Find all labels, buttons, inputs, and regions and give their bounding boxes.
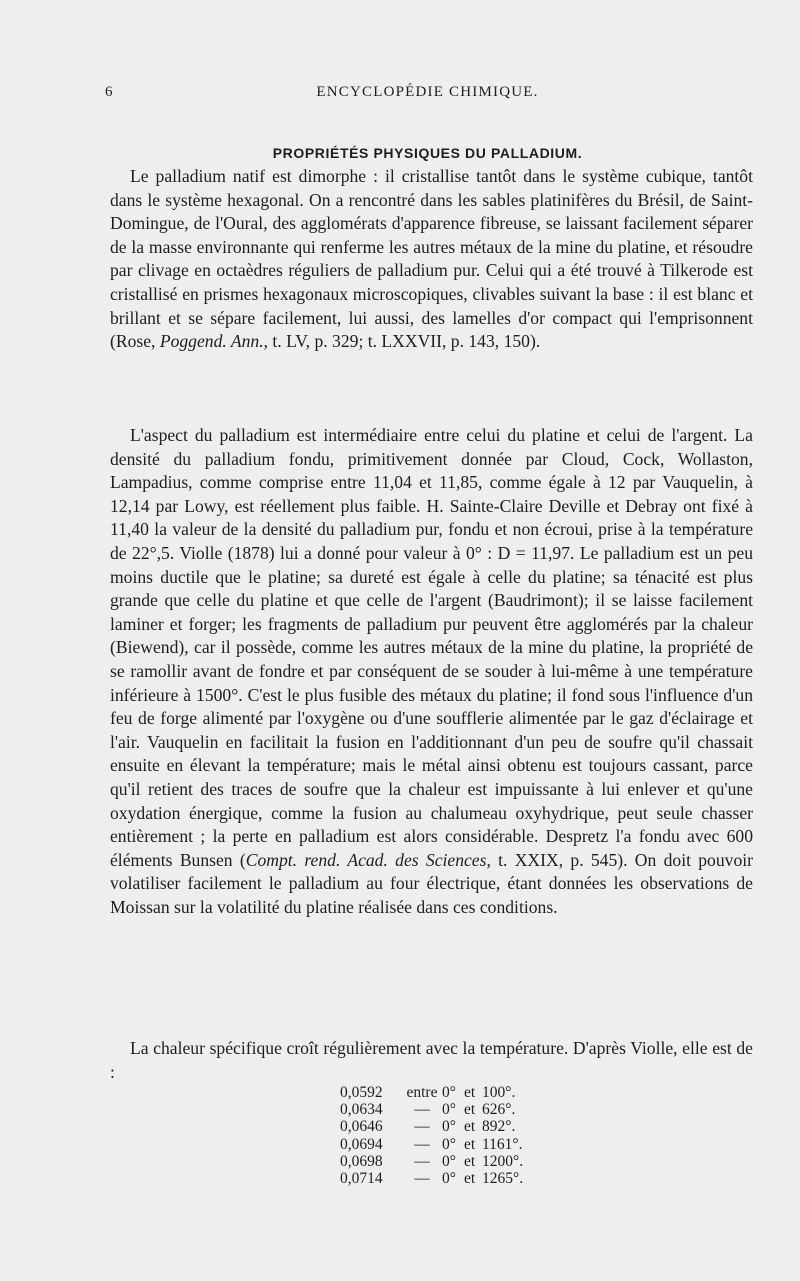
paragraph-specific-heat [110,1037,753,1084]
table-cell-from: 0° [442,1152,456,1170]
table-row [340,1101,523,1118]
paragraph-text: , t. LV, p. 329; t. LXXVII, p. 143, 150). [263,331,541,352]
table-cell-from: 0° [442,1118,456,1136]
paragraph-native-palladium [110,165,753,354]
running-title: ENCYCLOPÉDIE CHIMIQUE. [316,84,539,100]
table-cell-conj: et [464,1152,476,1170]
table-cell-value: 0,0646 [340,1118,383,1136]
table-cell-sep: — [414,1118,430,1136]
table-cell-value: 0,0694 [340,1135,383,1153]
citation-italic: Compt. rend. Acad. des Sciences [245,849,487,870]
table-row [340,1118,523,1135]
running-header [105,84,750,106]
specific-heat-table-body [340,1084,523,1187]
table-cell-from: 0° [442,1135,456,1153]
table-cell-sep: — [414,1101,430,1119]
table-cell-conj: et [464,1084,476,1101]
table-cell-conj: et [464,1101,476,1119]
citation-italic: Poggend. Ann. [159,331,264,352]
table-cell-from: 0° [442,1084,456,1101]
table-cell-to: 626°. [482,1101,516,1119]
section-title: PROPRIÉTÉS PHYSIQUES DU PALLADIUM. [272,145,583,161]
table-row [340,1136,523,1153]
table-cell-to: 1265°. [482,1170,524,1188]
table-cell-conj: et [464,1118,476,1136]
table-row [340,1084,523,1101]
table-row [340,1170,523,1187]
table-cell-value: 0,0592 [340,1084,383,1101]
page-number: 6 [105,84,114,100]
paragraph-text: L'aspect du palladium est intermédiaire entre celui du platine et celui de l'argent. La densité du palladium fondu, primitivement donnée par Cloud, Cock, Wollaston, Lampadius, comme comprise entre 11,04 et 11,85, comme égale à 12 par Vauquelin, à 12,14 par Lowy, est réellement plus faible. H. Sainte-Claire Deville et Debray ont fixé à 11,40 la valeur de la densité du palladium pur, fondu et non écroui, prise à la température de 22°,5. Violle (1878) lui a donné pour valeur à 0° : D = 11,97. Le palladium est un peu moins ductile que le platine; sa dureté est égale à celle du platine; sa ténacité est plus grande que celle du platine et que celle de l'argent (Baudrimont); il se laisse facilement laminer et forger; les fragments de palladium pur peuvent être agglomérés par la chaleur (Biewend), car il possède, comme les autres métaux de la mine du platine, la propriété de se ramollir avant de fondre et par conséquent de se souder à lui-même à une température inférieure à 1500°. C'est le plus fusible des métaux du platine; il fond sous l'influence d'un feu de forge alimenté par l'oxygène ou d'une soufflerie alimentée par le gaz d'éclairage et l'air. Vauquelin en facilitait la fusion en l'additionnant d'un peu de soufre qu'il chassait ensuite en élevant la température; mais le métal ainsi obtenu est toujours cassant, parce qu'il retient des traces de soufre que la chaleur est impuissante à lui enlever et qu'une oxydation énergique, comme la fusion au chalumeau oxyhydrique, peut seule chasser entièrement ; la perte en palladium est alors considérable. Despretz l'a fondu avec 600 éléments Bunsen ( [110,425,753,870]
paragraph-text: , t. XXIX, p. 545). On doit pouvoir volatiliser facilement le palladium au four électrique, étant données les observations de Moissan sur la volatilité du platine réalisée dans ces conditions. [110,849,753,917]
table-cell-sep: — [414,1170,430,1188]
table-cell-to: 1161°. [482,1135,523,1153]
table-cell-to: 1200°. [482,1152,524,1170]
table-cell-sep: — [414,1135,430,1153]
table-cell-value: 0,0714 [340,1170,383,1188]
table-cell-from: 0° [442,1101,456,1119]
specific-heat-table [340,1084,523,1187]
paragraph-aspect-density [110,424,753,919]
paragraph-text: Le palladium natif est dimorphe : il cristallise tantôt dans le système cubique, tantôt dans le système hexagonal. On a rencontré dans les sables platinifères du Brésil, de Saint-Domingue, de l'Oural, des agglomérats d'apparence fibreuse, se laissant facilement séparer de la masse environnante qui renferme les autres métaux de la mine du platine, et résoudre par clivage en octaèdres réguliers de palladium pur. Celui qui a été trouvé à Tilkerode est cristallisé en prismes hexagonaux microscopiques, clivables suivant la base : il est blanc et brillant et se sépare facilement, lui aussi, des lamelles d'or compact qui l'emprisonnent (Rose, [110,166,753,352]
table-row [340,1153,523,1170]
paragraph-text: La chaleur spécifique croît régulièrement avec la température. D'après Violle, elle est de : [110,1038,753,1082]
table-cell-value: 0,0698 [340,1152,383,1170]
table-cell-value: 0,0634 [340,1101,383,1119]
table-cell-conj: et [464,1135,476,1153]
table-cell-sep: entre [406,1084,438,1101]
table-cell-to: 892°. [482,1118,516,1136]
table-cell-conj: et [464,1170,476,1188]
table-cell-from: 0° [442,1170,456,1188]
table-cell-sep: — [414,1152,430,1170]
table-cell-to: 100°. [482,1084,516,1101]
